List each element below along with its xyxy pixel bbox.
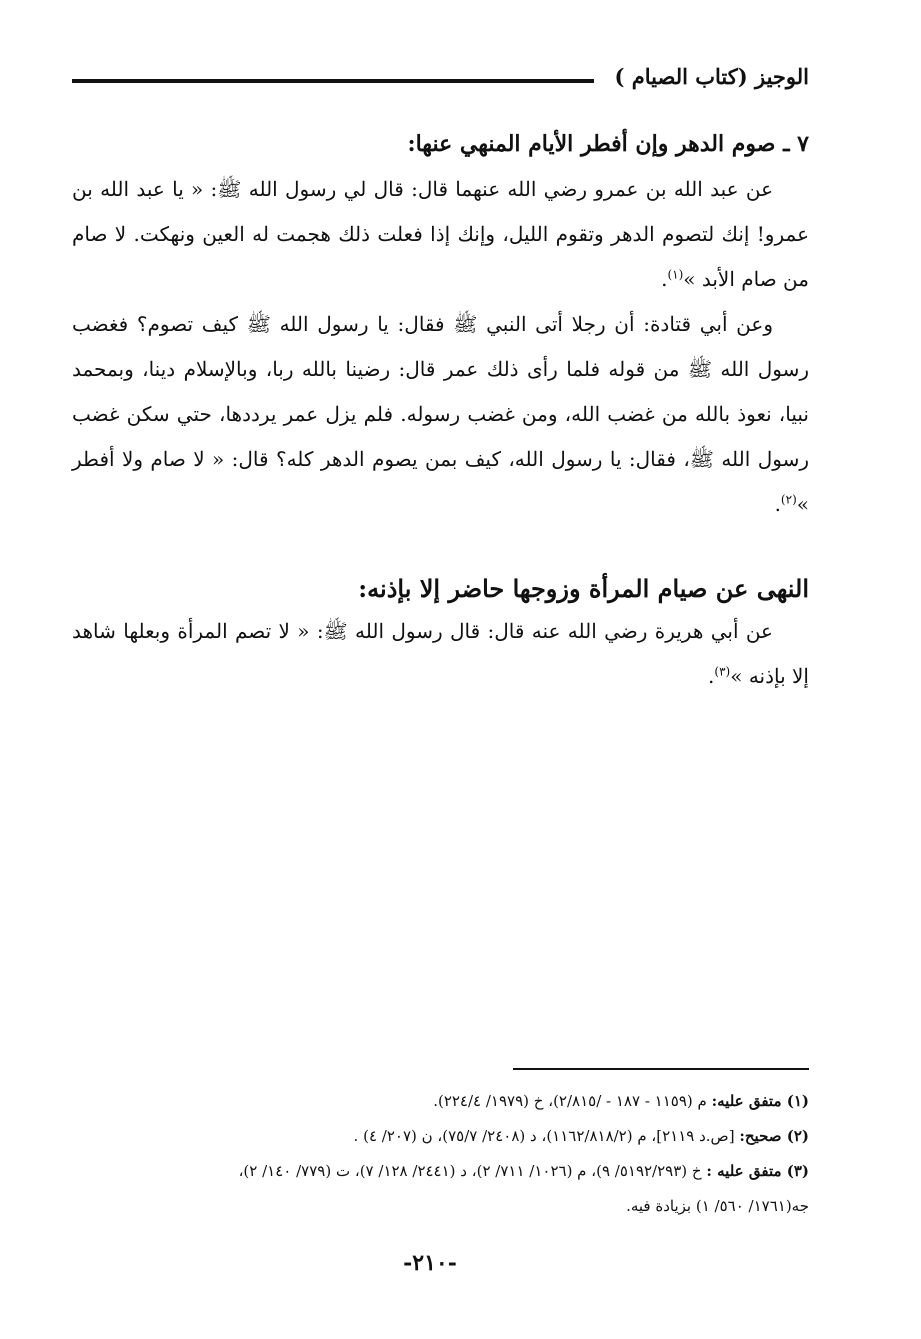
footnote-ref-2: (٢) (780, 492, 797, 507)
footnote-text: [ص.د ٢١١٩]، م (١١٦٢/٨١٨/٢)، د (٢٤٠٨/ ٧٥/٧)، ن (٢٠٧/ ٤) . (353, 1127, 735, 1145)
footnote-text: جه(١٧٦١/ ٥٦٠/ ١) بزيادة فيه. (626, 1197, 809, 1215)
footnote-2 (72, 1119, 809, 1154)
footnotes (72, 1084, 809, 1224)
footnote-3 (72, 1154, 809, 1189)
section-heading-wife-fasting: النهى عن صيام المرأة وزوجها حاضر إلا بإذنه: (358, 574, 809, 603)
footnote-3-continuation (72, 1189, 809, 1224)
hadith-text: عن أبي هريرة رضي الله عنه قال: قال رسول الله ﷺ: « لا تصم المرأة وبعلها شاهد إلا بإذنه » (72, 619, 809, 688)
hadith-text: وعن أبي قتادة: أن رجلا أتى النبي ﷺ فقال: يا رسول الله ﷺ كيف تصوم؟ فغضب رسول الله ﷺ من قوله فلما رأى ذلك عمر قال: رضينا بالله ربا، وبالإسلام دينا، وبمحمد نبيا، نعوذ بالله من غضب الله، ومن غضب رسوله. فلم يزل عمر يرددها، حتي سكن غضب رسول الله ﷺ، فقال: يا رسول الله، كيف بمن يصوم الدهر كله؟ قال: « لا صام ولا أفطر » (72, 312, 809, 516)
footnote-ref-3: (٣) (714, 664, 731, 679)
page-number: -٢١٠- (403, 1250, 457, 1276)
running-header (72, 62, 809, 94)
hadith-abu-qatada (72, 302, 809, 527)
hadith-abu-hurayra (72, 609, 809, 699)
main-text (72, 125, 809, 699)
running-title: الوجيز (كتاب الصيام ) (614, 64, 809, 89)
footnote-1 (72, 1084, 809, 1119)
footnote-label: (٣) متفق عليه : (706, 1162, 809, 1180)
footnote-text: م (١١٥٩ - ١٨٧ - /٢/٨١٥)، خ (١٩٧٩/ ٢٢٤/٤). (433, 1092, 707, 1110)
footnote-label: (١) متفق عليه: (711, 1092, 809, 1110)
header-rule (72, 79, 594, 83)
footnote-ref-1: (١) (667, 267, 684, 282)
hadith-abdullah-ibn-amr (72, 167, 809, 302)
sentence-end: . (661, 267, 668, 291)
footnote-separator (513, 1068, 809, 1070)
footnote-label: (٢) صحيح: (739, 1127, 809, 1145)
section-heading-perpetual-fasting: ٧ ـ صوم الدهر وإن أفطر الأيام المنهي عنها: (407, 131, 809, 157)
sentence-end: . (774, 492, 781, 516)
hadith-text: عن عبد الله بن عمرو رضي الله عنهما قال: قال لي رسول الله ﷺ: « يا عبد الله بن عمرو! إنك لتصوم الدهر وتقوم الليل، وإنك إذا فعلت ذلك هجمت له العين ونهكت. لا صام من صام الأبد » (72, 177, 809, 291)
footnote-text: خ (٥١٩٢/٢٩٣/ ٩)، م (١٠٢٦/ ٧١١/ ٢)، د (٢٤٤١/ ١٢٨/ ٧)، ت (٧٧٩/ ١٤٠/ ٢)، (238, 1162, 702, 1180)
sentence-end: . (708, 664, 715, 688)
